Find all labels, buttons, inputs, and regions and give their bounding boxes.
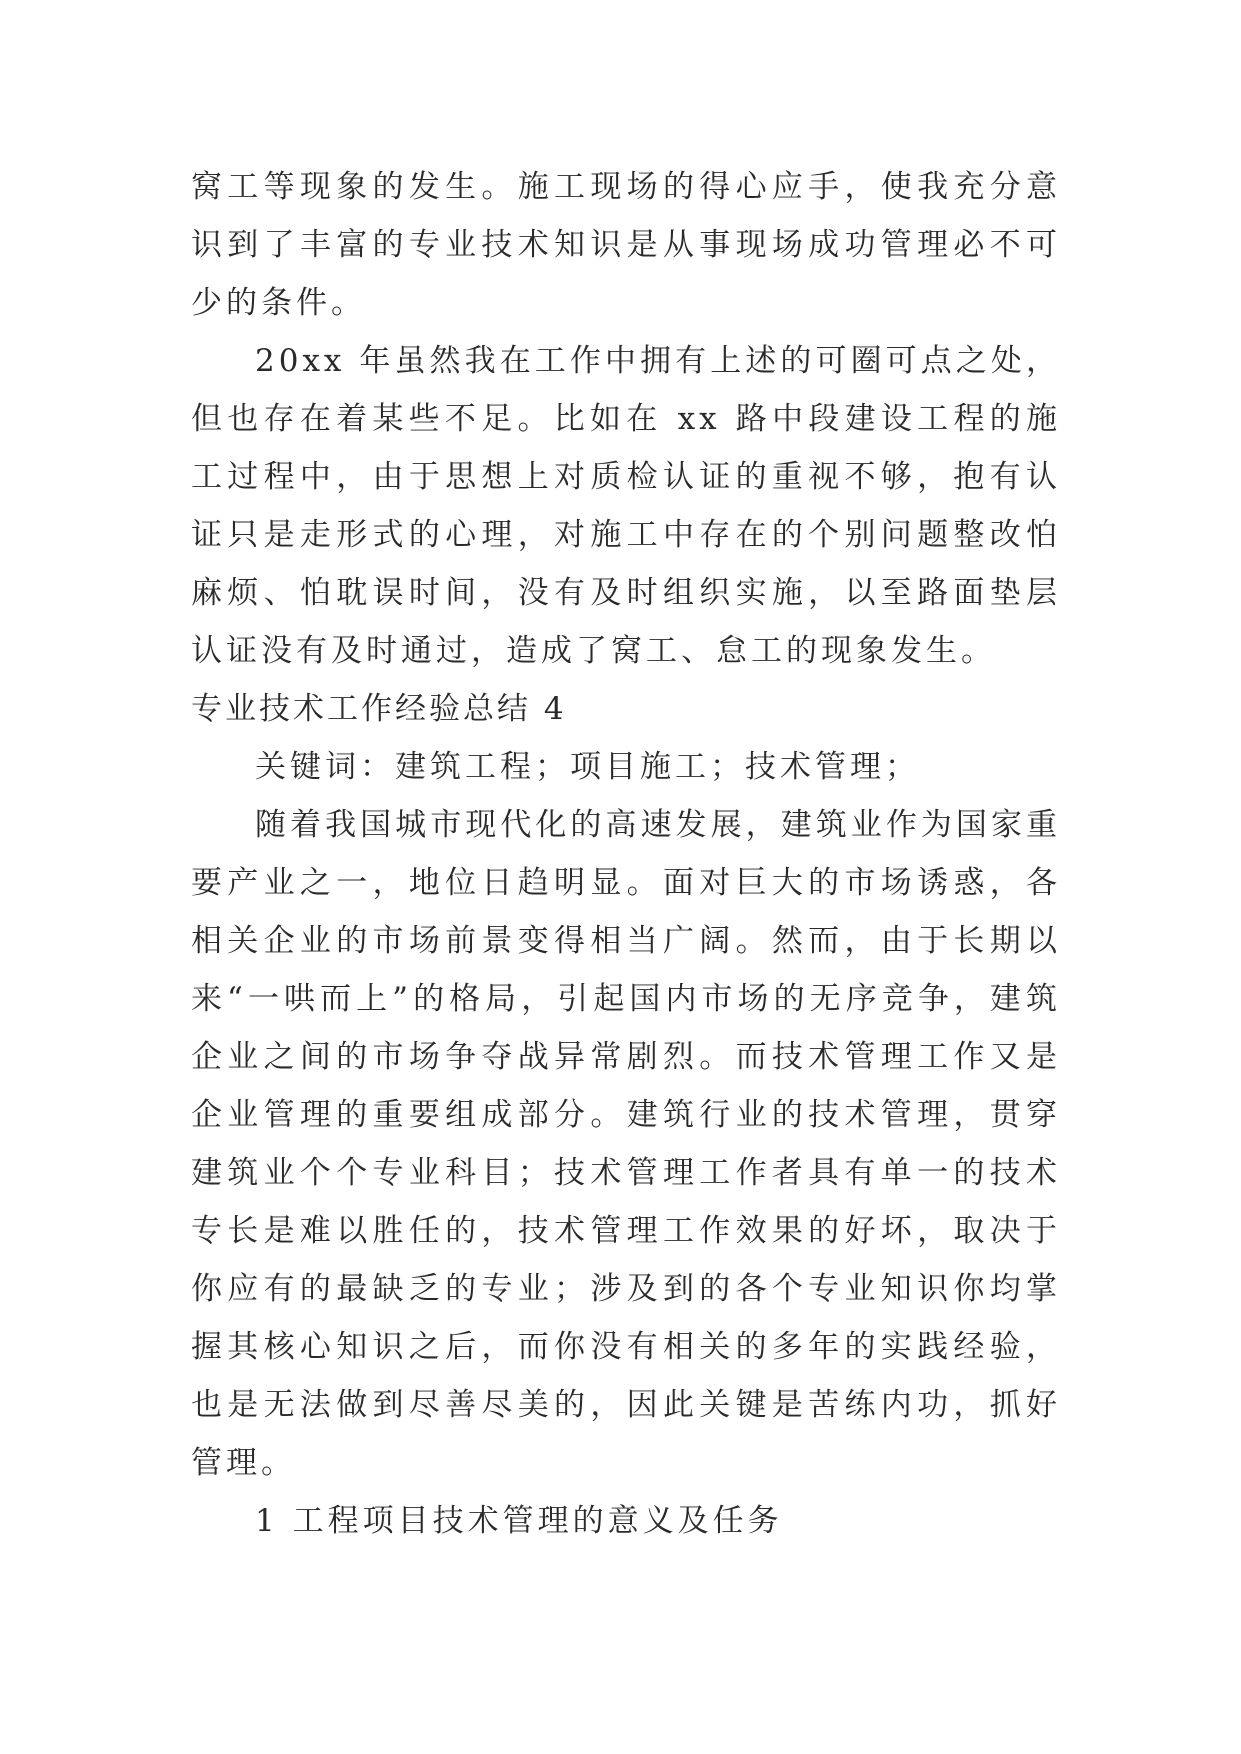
paragraph-shortcomings: 20xx 年虽然我在工作中拥有上述的可圈可点之处，但也存在着某些不足。比如在 xx 路中段建设工程的施工过程中，由于思想上对质检认证的重视不够，抱有认证只是走形式的心理，对施工中存在的个别问题整改怕麻烦、怕耽误时间，没有及时组织实施，以至路面垫层认证没有及时通过，造成了窝工、怠工的现象发生。 bbox=[191, 343, 1061, 669]
section-title: 专业技术工作经验总结 4 bbox=[191, 691, 567, 727]
document-body bbox=[191, 158, 1061, 1550]
paragraph-continued: 窝工等现象的发生。施工现场的得心应手，使我充分意识到了丰富的专业技术知识是从事现场成功管理必不可少的条件。 bbox=[191, 169, 1061, 321]
paragraph-introduction: 随着我国城市现代化的高速发展，建筑业作为国家重要产业之一，地位日趋明显。面对巨大的市场诱惑，各相关企业的市场前景变得相当广阔。然而，由于长期以来“一哄而上”的格局，引起国内市场的无序竞争，建筑企业之间的市场争夺战异常剧烈。而技术管理工作又是企业管理的重要组成部分。建筑行业的技术管理，贯穿建筑业个个专业科目；技术管理工作者具有单一的技术专长是难以胜任的，技术管理工作效果的好坏，取决于你应有的最缺乏的专业；涉及到的各个专业知识你均掌握其核心知识之后，而你没有相关的多年的实践经验，也是无法做到尽善尽美的，因此关键是苦练内功，抓好管理。 bbox=[191, 807, 1061, 1481]
subheading-1: 1 工程项目技术管理的意义及任务 bbox=[255, 1503, 783, 1539]
keywords-line: 关键词：建筑工程；项目施工；技术管理； bbox=[255, 749, 920, 785]
